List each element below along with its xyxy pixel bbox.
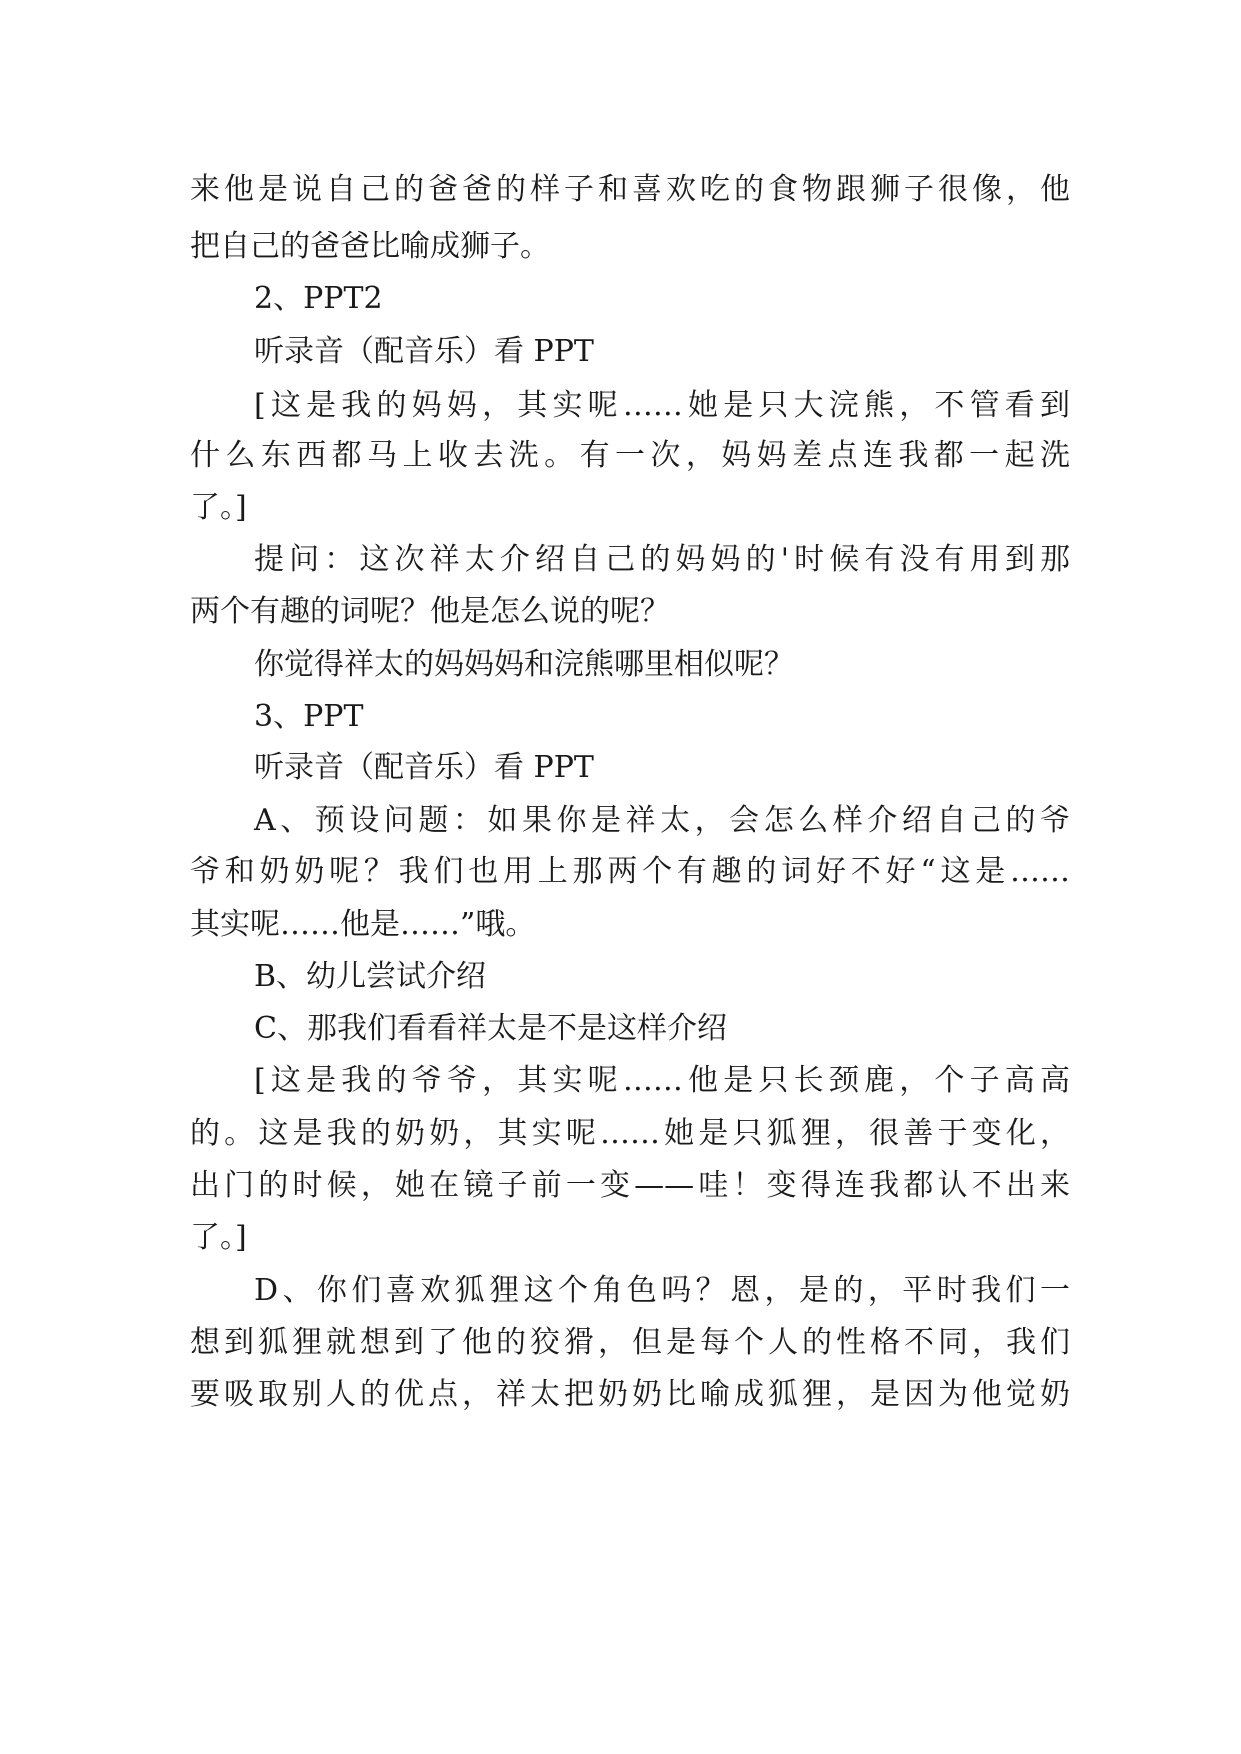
text-line: 了。] [190, 490, 247, 525]
text-line: 听录音（配音乐）看 PPT [254, 334, 594, 369]
text-line: 出门的时候，她在镜子前一变——哇！变得连我都认不出来 [190, 1168, 1070, 1203]
text-line: 的。这是我的奶奶，其实呢……她是只狐狸，很善于变化， [190, 1116, 1070, 1151]
text-line: 3、PPT [254, 699, 364, 734]
text-line: 把自己的爸爸比喻成狮子。 [190, 229, 550, 264]
text-line: 2、PPT2 [254, 281, 383, 316]
text-line: 想到狐狸就想到了他的狡猾，但是每个人的性格不同，我们 [190, 1325, 1070, 1360]
text-line: D、你们喜欢狐狸这个角色吗？恩，是的，平时我们一 [254, 1273, 1070, 1308]
text-line: C、那我们看看祥太是不是这样介绍 [254, 1011, 727, 1046]
text-line: 要吸取别人的优点，祥太把奶奶比喻成狐狸，是因为他觉奶 [190, 1377, 1070, 1412]
text-line: 你觉得祥太的妈妈妈和浣熊哪里相似呢？ [254, 647, 794, 682]
text-line: 来他是说自己的爸爸的样子和喜欢吃的食物跟狮子很像，他 [190, 172, 1070, 207]
text-line: 两个有趣的词呢？他是怎么说的呢？ [190, 594, 670, 629]
text-line: 听录音（配音乐）看 PPT [254, 750, 594, 785]
text-line: 什么东西都马上收去洗。有一次，妈妈差点连我都一起洗 [190, 438, 1070, 473]
text-line: [这是我的妈妈，其实呢……她是只大浣熊，不管看到 [254, 388, 1070, 423]
text-line: A、预设问题：如果你是祥太，会怎么样介绍自己的爷 [254, 803, 1070, 838]
text-line: 爷和奶奶呢？我们也用上那两个有趣的词好不好“这是…… [190, 854, 1070, 889]
text-line: B、幼儿尝试介绍 [254, 959, 487, 994]
text-line: [这是我的爷爷，其实呢……他是只长颈鹿，个子高高 [254, 1063, 1070, 1098]
text-line: 提问：这次祥太介绍自己的妈妈的'时候有没有用到那 [254, 542, 1070, 577]
text-line: 其实呢……他是……”哦。 [190, 907, 536, 942]
text-line: 了。] [190, 1220, 247, 1255]
